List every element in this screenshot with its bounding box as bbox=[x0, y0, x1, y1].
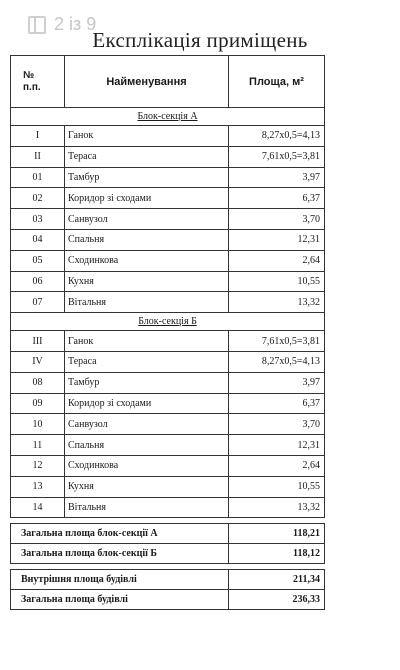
total-row bbox=[11, 570, 325, 590]
room-area: 10,55 bbox=[229, 476, 325, 497]
header-name: Найменування bbox=[65, 56, 229, 108]
total-label: Загальна площа блок-секції Б bbox=[11, 544, 229, 564]
total-row bbox=[11, 590, 325, 610]
room-number: 09 bbox=[11, 393, 65, 414]
room-area: 8,27х0,5=4,13 bbox=[229, 126, 325, 147]
total-row bbox=[11, 544, 325, 564]
table-row bbox=[11, 209, 325, 230]
room-name: Тераса bbox=[65, 146, 229, 167]
room-name: Спальня bbox=[65, 229, 229, 250]
room-area: 13,32 bbox=[229, 292, 325, 313]
room-name: Вітальня bbox=[65, 497, 229, 518]
room-number: 03 bbox=[11, 209, 65, 230]
room-area: 7,61х0,5=3,81 bbox=[229, 146, 325, 167]
table-row bbox=[11, 476, 325, 497]
total-value: 118,21 bbox=[229, 524, 325, 544]
table-row bbox=[11, 167, 325, 188]
table-row bbox=[11, 250, 325, 271]
room-area: 13,32 bbox=[229, 497, 325, 518]
room-area: 12,31 bbox=[229, 229, 325, 250]
room-number: 13 bbox=[11, 476, 65, 497]
room-name: Сходинкова bbox=[65, 455, 229, 476]
room-name: Санвузол bbox=[65, 209, 229, 230]
room-number: 04 bbox=[11, 229, 65, 250]
room-number: IV bbox=[11, 351, 65, 372]
room-name: Сходинкова bbox=[65, 250, 229, 271]
table-body bbox=[11, 108, 325, 610]
room-area: 3,97 bbox=[229, 167, 325, 188]
room-number: 05 bbox=[11, 250, 65, 271]
room-number: 02 bbox=[11, 188, 65, 209]
room-name: Коридор зі сходами bbox=[65, 393, 229, 414]
room-area: 2,64 bbox=[229, 455, 325, 476]
room-number: 14 bbox=[11, 497, 65, 518]
table-row bbox=[11, 414, 325, 435]
table-row bbox=[11, 455, 325, 476]
section-b-header bbox=[11, 313, 325, 331]
table-header-row bbox=[11, 56, 325, 108]
total-value: 211,34 bbox=[229, 570, 325, 590]
room-name: Тамбур bbox=[65, 167, 229, 188]
section-b-header-label: Блок-секція Б bbox=[11, 313, 325, 331]
room-area: 3,70 bbox=[229, 414, 325, 435]
room-area: 6,37 bbox=[229, 393, 325, 414]
table-row bbox=[11, 331, 325, 352]
room-number: 12 bbox=[11, 455, 65, 476]
header-number-line1: № bbox=[23, 69, 35, 81]
header-number-line2: п.п. bbox=[23, 81, 41, 93]
total-label: Внутрішня площа будівлі bbox=[11, 570, 229, 590]
pages-icon bbox=[28, 16, 46, 34]
room-name: Тамбур bbox=[65, 372, 229, 393]
room-area: 6,37 bbox=[229, 188, 325, 209]
table-row bbox=[11, 188, 325, 209]
room-name: Вітальня bbox=[65, 292, 229, 313]
room-name: Ганок bbox=[65, 126, 229, 147]
room-number: III bbox=[11, 331, 65, 352]
room-name: Ганок bbox=[65, 331, 229, 352]
room-number: 10 bbox=[11, 414, 65, 435]
room-area: 3,97 bbox=[229, 372, 325, 393]
room-name: Кухня bbox=[65, 271, 229, 292]
total-label: Загальна площа будівлі bbox=[11, 590, 229, 610]
total-value: 118,12 bbox=[229, 544, 325, 564]
section-a-header-label: Блок-секція А bbox=[11, 108, 325, 126]
table-row bbox=[11, 435, 325, 456]
room-number: 07 bbox=[11, 292, 65, 313]
total-label: Загальна площа блок-секції А bbox=[11, 524, 229, 544]
room-area: 7,61х0,5=3,81 bbox=[229, 331, 325, 352]
table-row bbox=[11, 393, 325, 414]
room-number: 06 bbox=[11, 271, 65, 292]
room-area: 12,31 bbox=[229, 435, 325, 456]
room-number: 01 bbox=[11, 167, 65, 188]
table-row bbox=[11, 292, 325, 313]
room-name: Тераса bbox=[65, 351, 229, 372]
total-value: 236,33 bbox=[229, 590, 325, 610]
explication-table bbox=[10, 55, 325, 610]
room-name: Санвузол bbox=[65, 414, 229, 435]
table-row bbox=[11, 271, 325, 292]
header-number bbox=[11, 56, 65, 108]
table-row bbox=[11, 229, 325, 250]
table-row bbox=[11, 351, 325, 372]
table-row bbox=[11, 126, 325, 147]
room-number: 08 bbox=[11, 372, 65, 393]
page-indicator bbox=[28, 14, 96, 35]
room-name: Кухня bbox=[65, 476, 229, 497]
room-number: 11 bbox=[11, 435, 65, 456]
document-title: Експлікація приміщень bbox=[92, 28, 308, 52]
room-area: 8,27х0,5=4,13 bbox=[229, 351, 325, 372]
page-indicator-text: 2 із 9 bbox=[54, 14, 97, 34]
table-row bbox=[11, 372, 325, 393]
room-area: 3,70 bbox=[229, 209, 325, 230]
section-a-header bbox=[11, 108, 325, 126]
room-name: Спальня bbox=[65, 435, 229, 456]
room-area: 2,64 bbox=[229, 250, 325, 271]
total-row bbox=[11, 524, 325, 544]
room-name: Коридор зі сходами bbox=[65, 188, 229, 209]
table-row bbox=[11, 497, 325, 518]
room-area: 10,55 bbox=[229, 271, 325, 292]
room-number: I bbox=[11, 126, 65, 147]
table-row bbox=[11, 146, 325, 167]
room-number: II bbox=[11, 146, 65, 167]
header-area: Площа, м² bbox=[229, 56, 325, 108]
